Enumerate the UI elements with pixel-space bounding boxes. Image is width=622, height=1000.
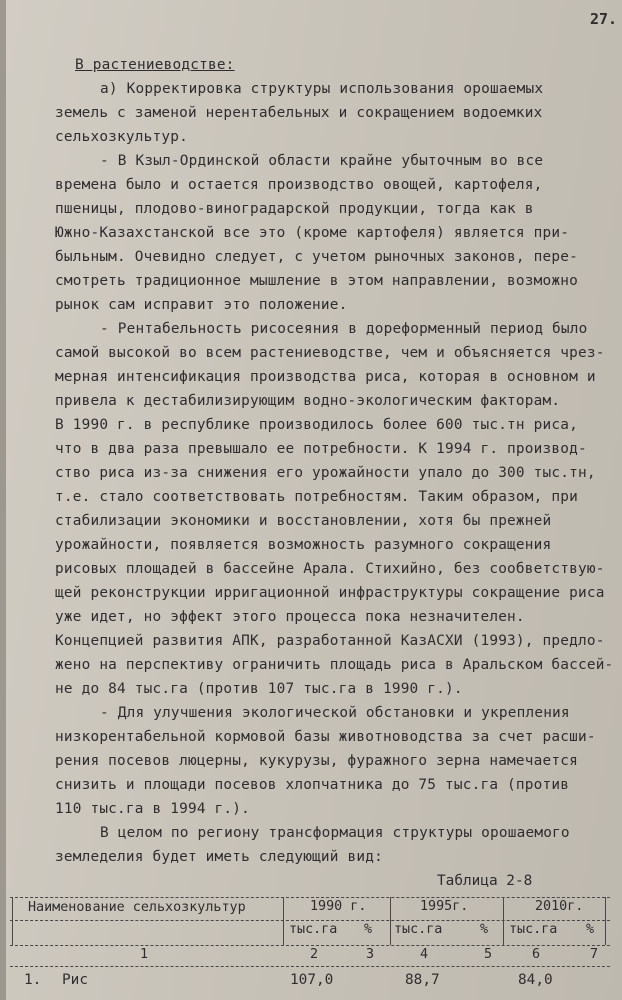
text-line: мерная интенсификация производства риса, которая в основном и — [55, 369, 596, 385]
text-line: Концепцией развития АПК, разработанной КазАСХИ (1993), предло- — [55, 633, 605, 649]
column-number: 4 — [420, 947, 429, 962]
column-divider — [390, 897, 391, 945]
text-line: земель с заменой нерентабельных и сокращением водоемких — [55, 105, 543, 121]
header-unit-pct: % — [480, 922, 489, 937]
text-line: времена было и остается производство овощей, картофеля, — [55, 177, 543, 193]
page-edge — [0, 0, 6, 1000]
header-bottom-rule — [10, 945, 610, 946]
row-number: 1. — [24, 972, 42, 988]
column-divider — [283, 897, 284, 945]
text-line: В целом по региону трансформация структуры орошаемого — [100, 825, 570, 841]
text-line: низкорентабельной кормовой базы животноводства за счет расши- — [55, 729, 596, 745]
column-number: 7 — [590, 947, 599, 962]
header-unit-pct: % — [364, 922, 373, 937]
text-line: щей реконструкции ирригационной инфраструктуры сокращение риса — [55, 585, 605, 601]
row-value-2010: 84,0 — [518, 972, 553, 988]
header-number-rule — [10, 966, 610, 967]
header-year-2010: 2010г. — [535, 899, 584, 914]
text-line: рынок сам исправит это положение. — [55, 297, 348, 313]
text-line: быльным. Очевидно следует, с учетом рыночных законов, пере- — [55, 249, 578, 265]
text-line: пшеницы, плодово-виноградарской продукции, тогда как в — [55, 201, 534, 217]
header-year-1990: 1990 г. — [310, 899, 367, 914]
text-line: смотреть традиционное мышление в этом направлении, возможно — [55, 273, 578, 289]
text-line: стабилизации экономики и восстановлении, хотя бы прежней — [55, 513, 552, 529]
table-title: Таблица 2-8 — [437, 873, 533, 889]
text-line: ство риса из-за снижения его урожайности упало до 300 тыс.тн, — [55, 465, 596, 481]
row-value-1990: 107,0 — [290, 972, 334, 988]
header-mid-rule — [10, 920, 610, 921]
text-line: что в два раза превышало ее потребности. К 1994 г. производ- — [55, 441, 587, 457]
text-line: земледелия будет иметь следующий вид: — [55, 849, 383, 865]
text-line: привела к дестабилизирующим водно-экологическим факторам. — [55, 393, 561, 409]
row-crop-name: Рис — [62, 972, 88, 988]
text-line: самой высокой во всем растениеводстве, чем и объясняется чрез- — [55, 345, 605, 361]
text-line: сельхозкультур. — [55, 129, 188, 145]
text-line: т.е. стало соответствовать потребностям. Таким образом, при — [55, 489, 578, 505]
header-year-1995: 1995г. — [420, 899, 469, 914]
text-line: В 1990 г. в республике производилось более 600 тыс.тн риса, — [55, 417, 578, 433]
header-crop-name: Наименование сельхозкультур — [28, 900, 246, 915]
section-heading: В растениеводстве: — [75, 57, 235, 73]
text-line: урожайности, появляется возможность разумного сокращения — [55, 537, 552, 553]
table-border-right — [605, 897, 606, 945]
column-number: 5 — [484, 947, 493, 962]
column-number: 2 — [310, 947, 319, 962]
text-line: - В Кзыл-Ординской области крайне убыточным во все — [100, 153, 544, 169]
text-line: Южно-Казахстанской все это (кроме картофеля) является при- — [55, 225, 570, 241]
text-line: не до 84 тыс.га (против 107 тыс.га в 1990 г.). — [55, 681, 463, 697]
header-unit-area: тыс.га — [289, 922, 338, 937]
text-line: рисовых площадей в бассейне Арала. Стихийно, без сообветствую- — [55, 561, 605, 577]
header-unit-pct: % — [586, 922, 595, 937]
text-line: - Для улучшения экологической обстановки и укрепления — [100, 705, 570, 721]
page-number: 27. — [590, 10, 618, 28]
column-number: 1 — [140, 947, 149, 962]
header-top-rule — [10, 897, 610, 898]
text-line: - Рентабельность рисосеяния в дореформенный период было — [100, 321, 588, 337]
table-border-left — [12, 897, 13, 945]
header-unit-area: тыс.га — [394, 922, 443, 937]
text-line: уже идет, но эффект этого процесса пока незначителен. — [55, 609, 525, 625]
header-unit-area: тыс.га — [509, 922, 558, 937]
row-value-1995: 88,7 — [405, 972, 440, 988]
column-divider — [503, 897, 504, 945]
text-line: а) Корректировка структуры использования орошаемых — [100, 81, 544, 97]
text-line: снизить и площади посевов хлопчатника до 75 тыс.га (против — [55, 777, 570, 793]
column-number: 6 — [532, 947, 541, 962]
text-line: рения посевов люцерны, кукурузы, фуражного зерна намечается — [55, 753, 578, 769]
text-line: 110 тыс.га в 1994 г.). — [55, 801, 251, 817]
column-number: 3 — [366, 947, 375, 962]
text-line: жено на перспективу ограничить площадь риса в Аральском бассей- — [55, 657, 614, 673]
